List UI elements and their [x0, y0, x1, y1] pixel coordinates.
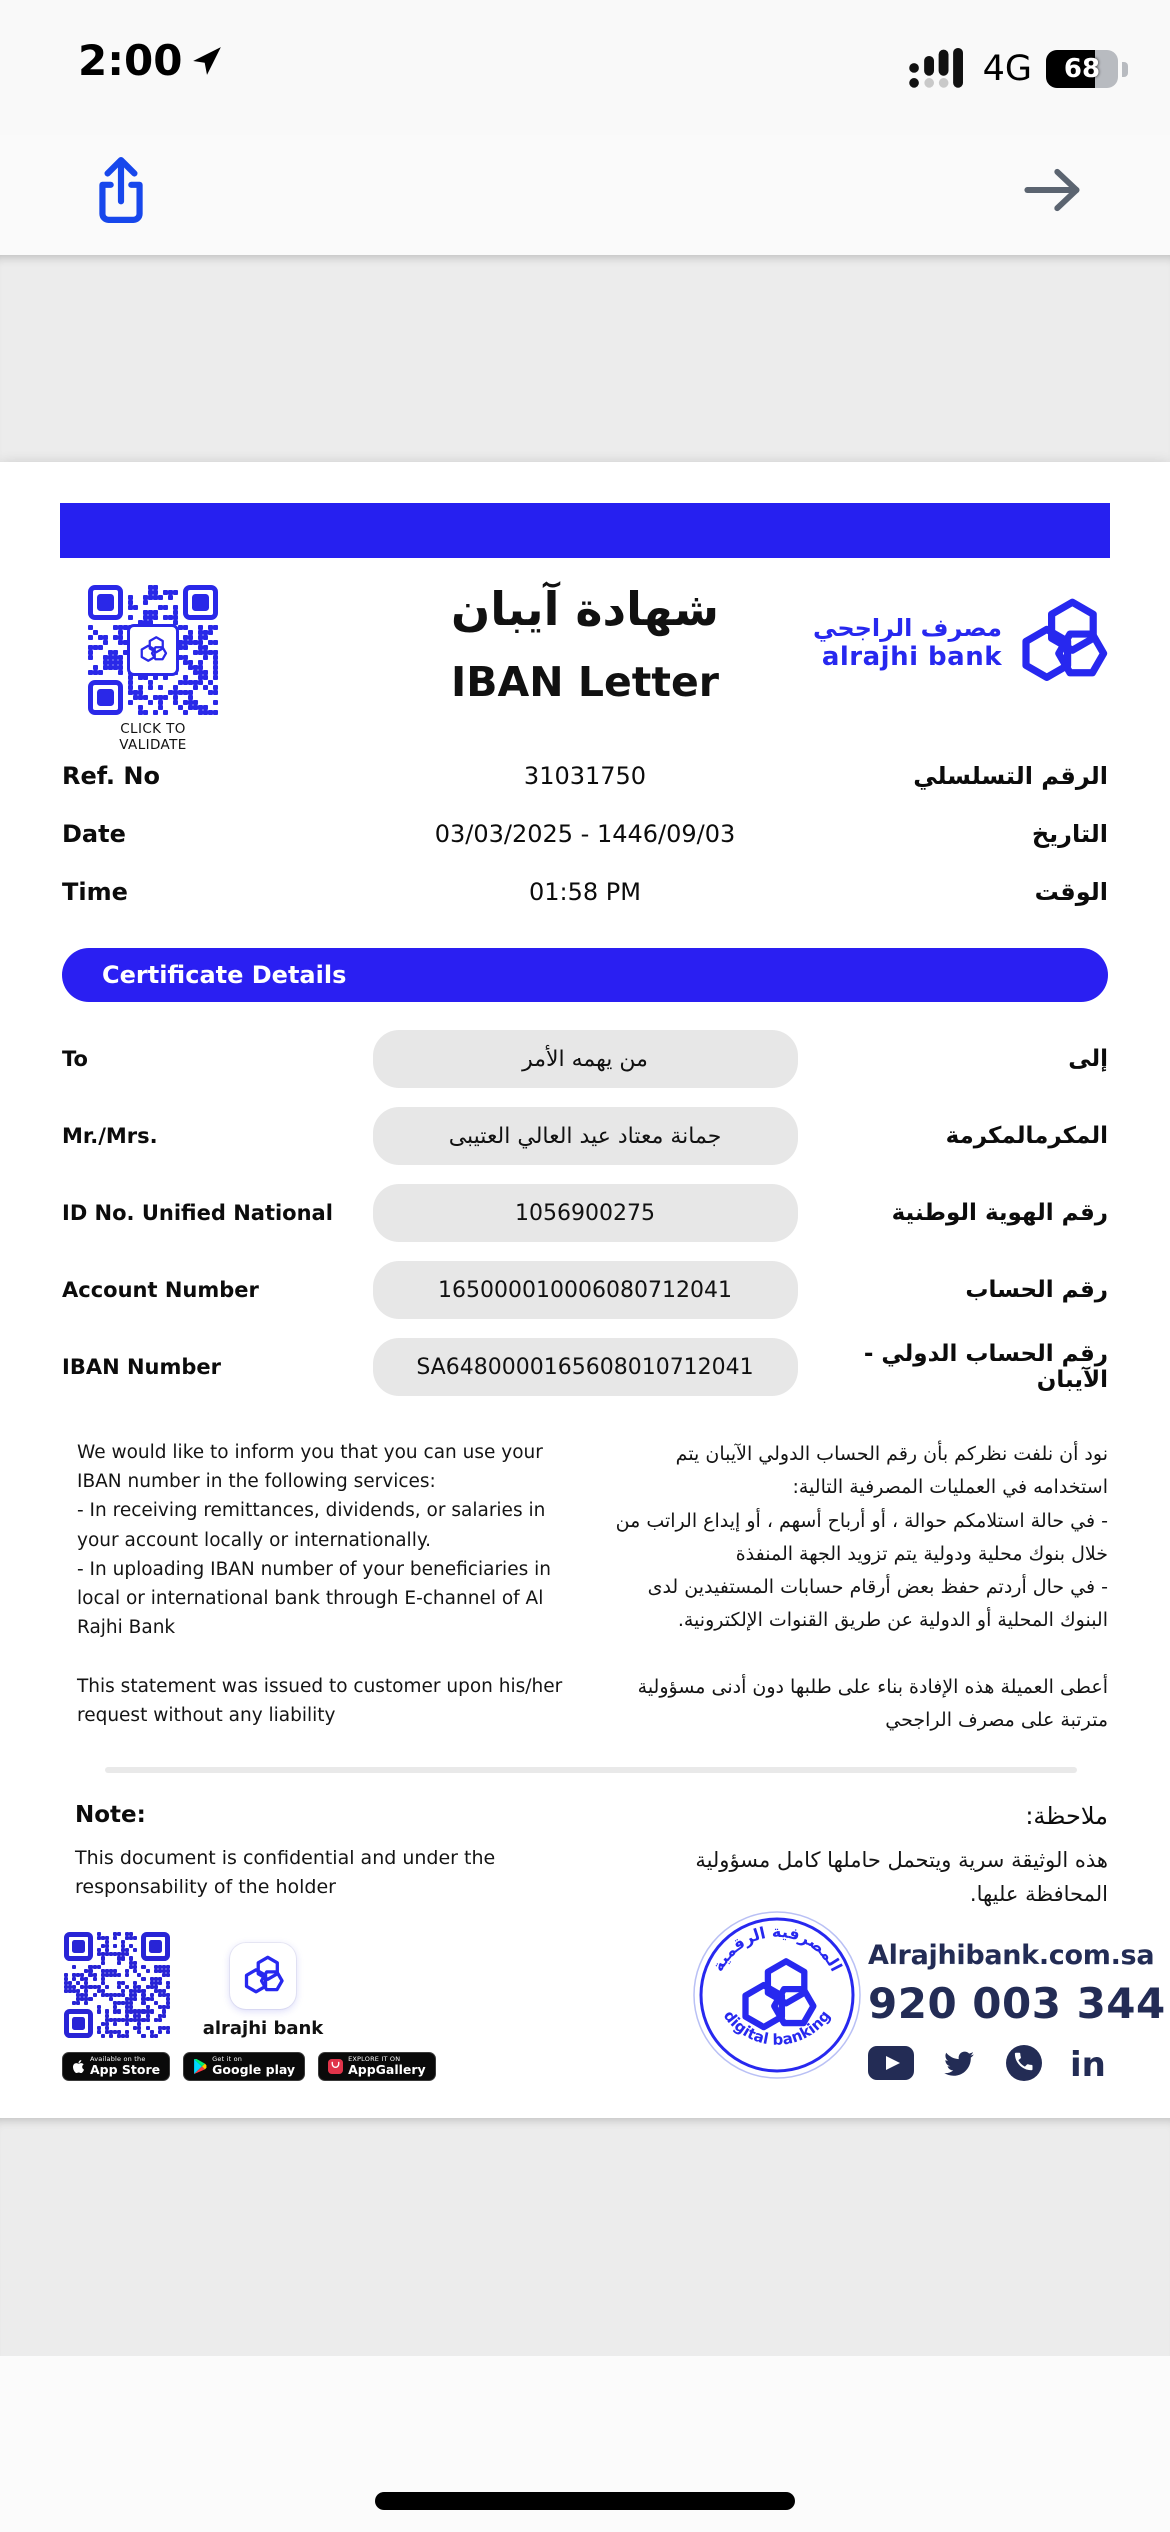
iban-label: IBAN Number	[62, 1355, 221, 1379]
badge-tagline: Get it on	[212, 2055, 243, 2064]
twitter-icon[interactable]	[939, 2046, 979, 2080]
body-text-en: We would like to inform you that you can use your IBAN number in the following services: - In receiving remittances, dividends, or salaries in your account locally or internationally. - In uploading IBAN number of your beneficiaries in local or international bank through E-channel of Al Rajhi Bank This statement was issued to customer upon his/her request without any liability	[77, 1442, 563, 1726]
section-divider	[105, 1767, 1077, 1773]
account-value: 165000010006080712041	[373, 1261, 798, 1319]
app-download-qr-code	[64, 1932, 170, 2038]
website: Alrajhibank.com.sa	[868, 1940, 1155, 1971]
clock: 2:00	[78, 36, 183, 85]
badge-store: AppGallery	[348, 2062, 426, 2078]
svg-text:in: in	[1069, 2045, 1106, 2082]
alrajhi-emblem-icon	[1014, 595, 1110, 691]
account-row	[62, 1261, 1108, 1319]
app-name: alrajhi bank	[202, 2018, 324, 2039]
share-icon	[88, 151, 154, 231]
date-row	[62, 820, 1108, 848]
forward-arrow-button[interactable]	[1020, 163, 1086, 219]
account-label-ar: رقم الحساب	[965, 1277, 1108, 1303]
iban-value: SA6480000165608010712041	[373, 1338, 798, 1396]
appgallery-icon	[328, 2059, 343, 2074]
note-text-en: This document is confidential and under the responsability of the holder	[75, 1847, 496, 1898]
store-badges	[62, 2052, 436, 2081]
note-text-ar: هذه الوثيقة سرية ويتحمل حاملها كامل مسؤولية المحافظة عليها.	[695, 1848, 1108, 1906]
ref-no-value: 31031750	[523, 762, 647, 790]
battery-percent: 68	[1063, 54, 1101, 84]
location-arrow-icon	[192, 46, 222, 76]
contact-block	[868, 1940, 1166, 2082]
id-label-ar: رقم الهوية الوطنية	[891, 1200, 1108, 1226]
qr-caption: CLICK TO VALIDATE	[119, 721, 187, 753]
account-label: Account Number	[62, 1278, 259, 1302]
home-indicator[interactable]	[375, 2492, 795, 2510]
time-value: 01:58 PM	[529, 878, 641, 906]
ref-no-label-ar: الرقم التسلسلي	[913, 762, 1108, 790]
ref-no-label: Ref. No	[62, 762, 160, 790]
app-store-badge[interactable]	[62, 2052, 170, 2081]
linkedin-icon[interactable]	[1068, 2044, 1110, 2082]
stamp-text-ar: المصرفية الرقمية	[708, 1921, 846, 1975]
qr-finder	[64, 2009, 93, 2038]
note-label-en: Note:	[75, 1802, 146, 1828]
app-download-qr-block[interactable]	[64, 1932, 170, 2038]
appgallery-badge[interactable]	[318, 2052, 436, 2081]
qr-finder	[64, 1932, 93, 1961]
iban-letter-page	[0, 462, 1170, 2118]
apple-icon	[72, 2059, 85, 2074]
name-label: Mr./Mrs.	[62, 1124, 158, 1148]
bank-logo	[813, 595, 1110, 691]
to-value: من يهمه الأمر	[373, 1030, 798, 1088]
badge-tagline: EXPLORE IT ON	[348, 2055, 401, 2064]
name-label-ar: المكرمالمكرمة	[945, 1123, 1108, 1149]
viewer-toolbar	[0, 135, 1170, 255]
time-label-ar: الوقت	[1034, 878, 1108, 906]
document-footer	[62, 1910, 1166, 2105]
viewer-background-bottom	[0, 2118, 1170, 2356]
name-value: جمانة معتاد عيد العالي العتيبى	[373, 1107, 798, 1165]
note-header	[75, 1802, 1108, 1830]
badge-tagline: Available on the	[90, 2055, 146, 2064]
to-label-ar: إلى	[1068, 1046, 1108, 1072]
viewer-background-top	[0, 255, 1170, 462]
iban-label-ar: رقم الحساب الدولي - الآيبان	[863, 1341, 1108, 1393]
bank-name-en: alrajhi bank	[821, 642, 1002, 672]
alrajhi-app-icon	[230, 1943, 296, 2009]
social-icons	[868, 2044, 1110, 2082]
body-text-ar: نود أن نلفت نظركم بأن رقم الحساب الدولي الآيبان يتم استخدامه في العمليات المصرفية التالية: - في حالة استلامكم حوالة ، أو أرباح أسهم ، أو إيداع الراتب من خلال بنوك محلية ودولية يتم تزويد الجهة المنفذة - في حال أردتم حفظ بعض أرقام حسابات المستفيدين لدى البنوك المحلية أو الدولية عن طريق القنوات الإلكترونية. أعطى العميلة هذه الإفادة بناء على طلبها دون أدنى مسؤولية مترتبة على مصرف الراجحي	[615, 1443, 1108, 1731]
id-label: ID No. Unified National	[62, 1201, 333, 1225]
name-row	[62, 1107, 1108, 1165]
google-play-icon	[193, 2059, 207, 2074]
time-label: Time	[62, 878, 128, 906]
header-accent-bar	[60, 503, 1110, 558]
id-row	[62, 1184, 1108, 1242]
badge-store: Google play	[212, 2062, 296, 2078]
certificate-details-title: Certificate Details	[102, 961, 347, 989]
whatsapp-icon[interactable]	[1005, 2044, 1043, 2082]
badge-store: App Store	[90, 2062, 161, 2078]
network-type: 4G	[982, 49, 1032, 89]
note-label-ar: ملاحظة:	[1025, 1802, 1108, 1830]
note-body	[75, 1844, 1108, 1911]
forward-arrow-icon	[1022, 165, 1084, 215]
document-title-ar: شهادة آيبان	[450, 582, 719, 636]
status-bar	[0, 0, 1170, 135]
phone-number: 920 003 344	[868, 1979, 1166, 2028]
alrajhi-emblem-icon	[241, 1954, 285, 1998]
cellular-signal-icon	[907, 48, 969, 90]
iban-row	[62, 1338, 1108, 1396]
bank-name-ar: مصرف الراجحي	[813, 614, 1002, 642]
stamp-text-en: digital banking	[719, 2006, 835, 2049]
id-value: 1056900275	[373, 1184, 798, 1242]
ref-no-row	[62, 762, 1108, 790]
google-play-badge[interactable]	[183, 2052, 305, 2081]
to-row	[62, 1030, 1108, 1088]
qr-finder	[141, 1932, 170, 1961]
digital-banking-stamp	[692, 1910, 862, 2080]
date-label: Date	[62, 820, 126, 848]
date-value: 03/03/2025 - 1446/09/03	[434, 820, 736, 848]
certificate-details-header	[62, 948, 1108, 1002]
date-label-ar: التاريخ	[1031, 820, 1108, 848]
to-label: To	[62, 1047, 88, 1071]
time-row	[62, 878, 1108, 906]
document-title-en: IBAN Letter	[451, 658, 719, 706]
battery-cap	[1122, 62, 1128, 77]
body-paragraphs	[62, 1438, 1108, 1737]
share-button[interactable]	[86, 149, 156, 235]
youtube-icon[interactable]	[868, 2046, 914, 2080]
battery-indicator	[1046, 50, 1118, 88]
